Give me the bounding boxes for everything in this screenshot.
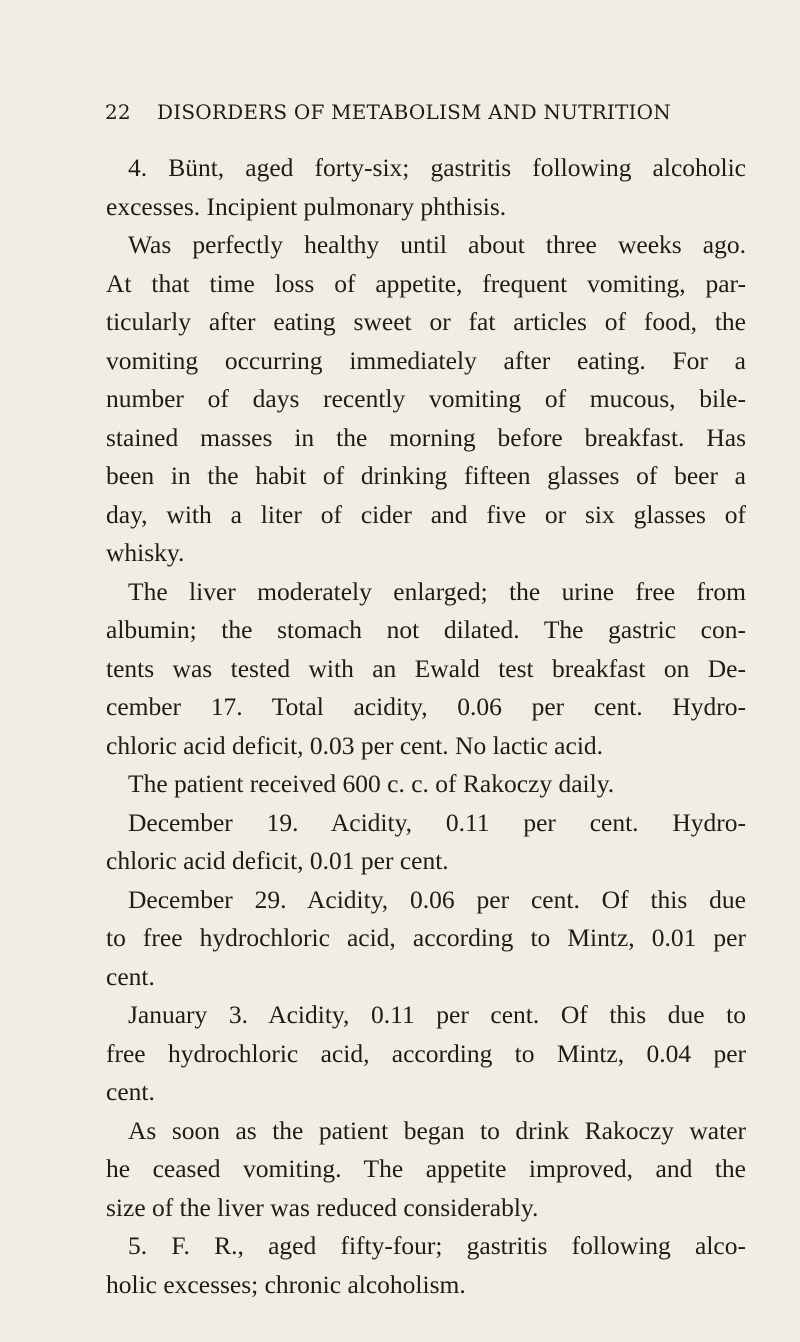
text-line: As soon as the patient began to drink Rakoczy water xyxy=(128,1115,746,1145)
text-line: ticularly after eating sweet or fat articles of food, the xyxy=(106,307,746,336)
page-header xyxy=(105,100,685,130)
text-line: 4. Bünt, aged forty-six; gastritis following alcoholic xyxy=(128,153,746,182)
text-line: chloric acid deficit, 0.03 per cent. No lactic acid. xyxy=(106,730,604,760)
body-text xyxy=(106,149,746,1304)
text-line: Was perfectly healthy until about three weeks ago. xyxy=(128,230,746,259)
text-line: chloric acid deficit, 0.01 per cent. xyxy=(106,846,449,875)
text-line: day, with a liter of cider and five or six glasses of xyxy=(106,499,746,529)
text-line: number of days recently vomiting of mucous, bile- xyxy=(106,384,746,413)
text-line: tents was tested with an Ewald test breakfast on De- xyxy=(106,653,746,683)
text-line: free hydrochloric acid, according to Mintz, 0.04 per xyxy=(106,1038,746,1068)
running-title: DISORDERS OF METABOLISM AND NUTRITION xyxy=(157,100,671,124)
text-line: excesses. Incipient pulmonary phthisis. xyxy=(106,191,507,221)
text-line: January 3. Acidity, 0.11 per cent. Of this due to xyxy=(128,1000,746,1029)
text-line: size of the liver was reduced considerably. xyxy=(106,1192,539,1222)
text-line: holic excesses; chronic alcoholism. xyxy=(106,1269,466,1299)
text-line: whisky. xyxy=(106,538,185,567)
text-line: cent. xyxy=(106,961,155,991)
page-number: 22 xyxy=(105,100,131,124)
text-line: albumin; the stomach not dilated. The gastric con- xyxy=(106,615,746,644)
text-line: December 19. Acidity, 0.11 per cent. Hydro- xyxy=(128,807,746,837)
text-line: stained masses in the morning before breakfast. Has xyxy=(106,422,746,452)
text-line: cent. xyxy=(106,1077,155,1106)
text-line: he ceased vomiting. The appetite improved, and the xyxy=(106,1154,746,1183)
text-line: December 29. Acidity, 0.06 per cent. Of this due xyxy=(128,884,746,914)
text-line: The patient received 600 c. c. of Rakoczy daily. xyxy=(128,769,615,798)
text-line: The liver moderately enlarged; the urine free from xyxy=(128,576,746,606)
text-line: 5. F. R., aged fifty-four; gastritis following alco- xyxy=(128,1231,746,1260)
text-line: vomiting occurring immediately after eating. For a xyxy=(106,345,746,375)
text-line: to free hydrochloric acid, according to Mintz, 0.01 per xyxy=(106,923,746,952)
text-line: been in the habit of drinking fifteen glasses of beer a xyxy=(106,461,746,490)
text-line: At that time loss of appetite, frequent vomiting, par- xyxy=(106,268,746,298)
text-line: cember 17. Total acidity, 0.06 per cent. Hydro- xyxy=(106,692,746,721)
